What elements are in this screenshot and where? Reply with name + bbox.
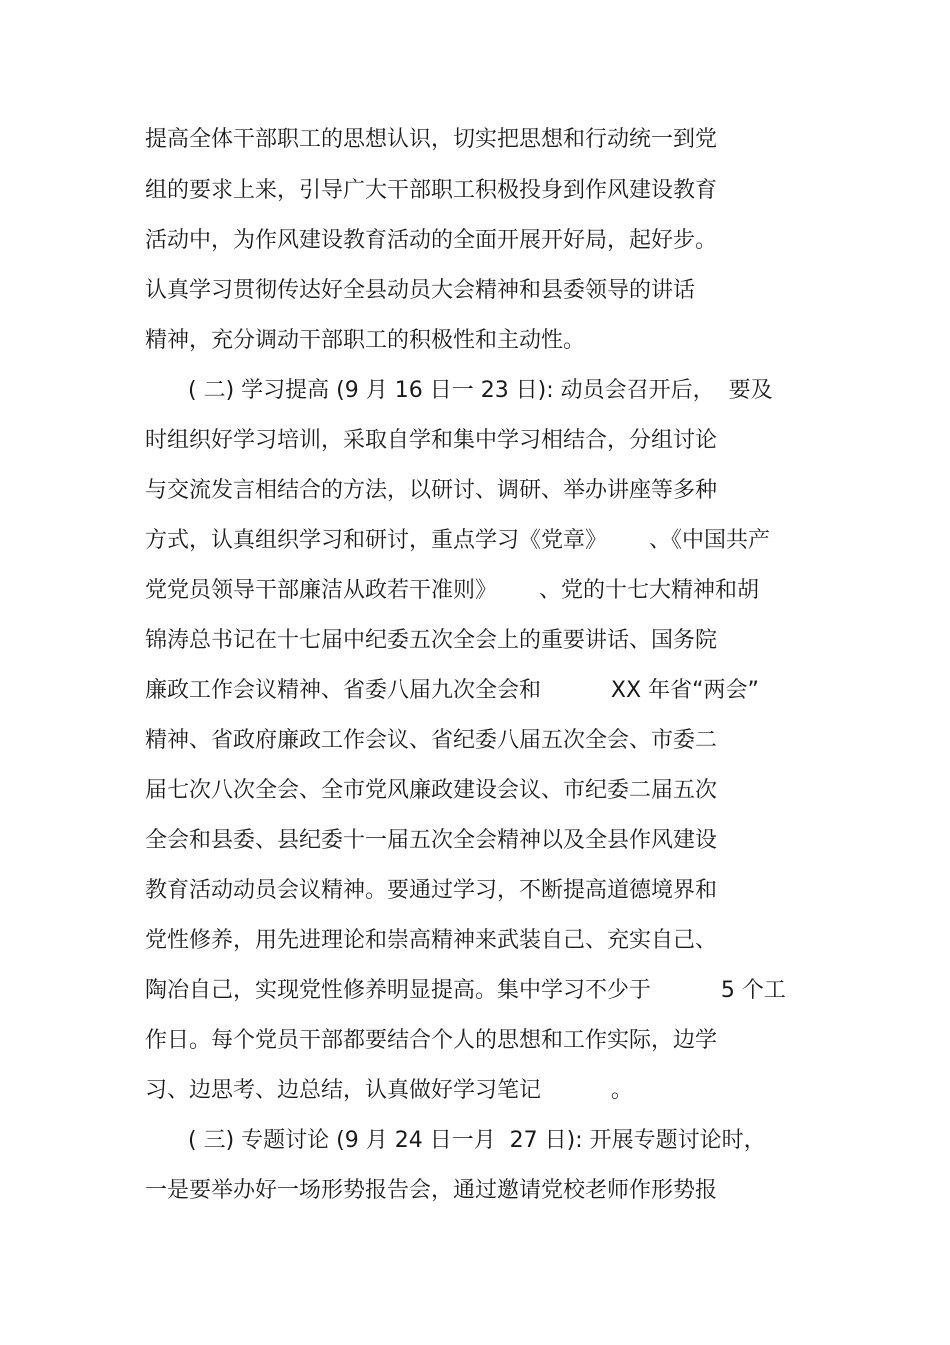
text-line: 党性修养，用先进理论和崇高精神来武装自己、充实自己、 [145, 928, 718, 953]
text-line: 活动中，为作风建设教育活动的全面开展开好局，起好步。 [145, 228, 718, 253]
text-line: 作日。每个党员干部都要结合个人的思想和工作实际，边学 [145, 1028, 718, 1053]
text-line: 习、边思考、边总结，认真做好学习笔记 。 [145, 1078, 633, 1103]
text-line: 精神，充分调动干部职工的积极性和主动性。 [145, 328, 586, 353]
text-line: 届七次八次全会、全市党风廉政建设会议、市纪委二届五次 [145, 778, 718, 803]
text-line: 陶冶自己，实现党性修养明显提高。集中学习不少于 5 个工 [145, 978, 786, 1003]
text-line: 时组织好学习培训，采取自学和集中学习相结合，分组讨论 [145, 428, 718, 453]
text-line: 精神、省政府廉政工作会议、省纪委八届五次全会、市委二 [145, 728, 718, 753]
text-line: 全会和县委、县纪委十一届五次全会精神以及全县作风建设 [145, 828, 718, 853]
text-line: 党党员领导干部廉洁从政若干准则》 、党的十七大精神和胡 [145, 578, 759, 603]
text-line: 提高全体干部职工的思想认识，切实把思想和行动统一到党 [145, 127, 718, 152]
text-line: 方式，认真组织学习和研讨，重点学习《党章》 、《中国共产 [145, 528, 770, 553]
text-line: 廉政工作会议精神、省委八届九次全会和 XX 年省“两会” [145, 678, 759, 703]
text-line: 组的要求上来，引导广大干部职工积极投身到作风建设教育 [145, 178, 718, 203]
text-line: 教育活动动员会议精神。要通过学习，不断提高道德境界和 [145, 878, 718, 903]
section-heading-line: ( 三) 专题讨论 (9 月 24 日一月 27 日): 开展专题讨论时， [188, 1128, 766, 1153]
text-line: 一是要举办好一场形势报告会，通过邀请党校老师作形势报 [145, 1178, 718, 1203]
text-line: 认真学习贯彻传达好全县动员大会精神和县委领导的讲话 [145, 278, 696, 303]
section-heading-line: ( 二) 学习提高 (9 月 16 日一 23 日): 动员会召开后， 要及 [188, 378, 773, 403]
text-line: 锦涛总书记在十七届中纪委五次全会上的重要讲话、国务院 [145, 628, 718, 653]
text-line: 与交流发言相结合的方法，以研讨、调研、举办讲座等多种 [145, 478, 718, 503]
